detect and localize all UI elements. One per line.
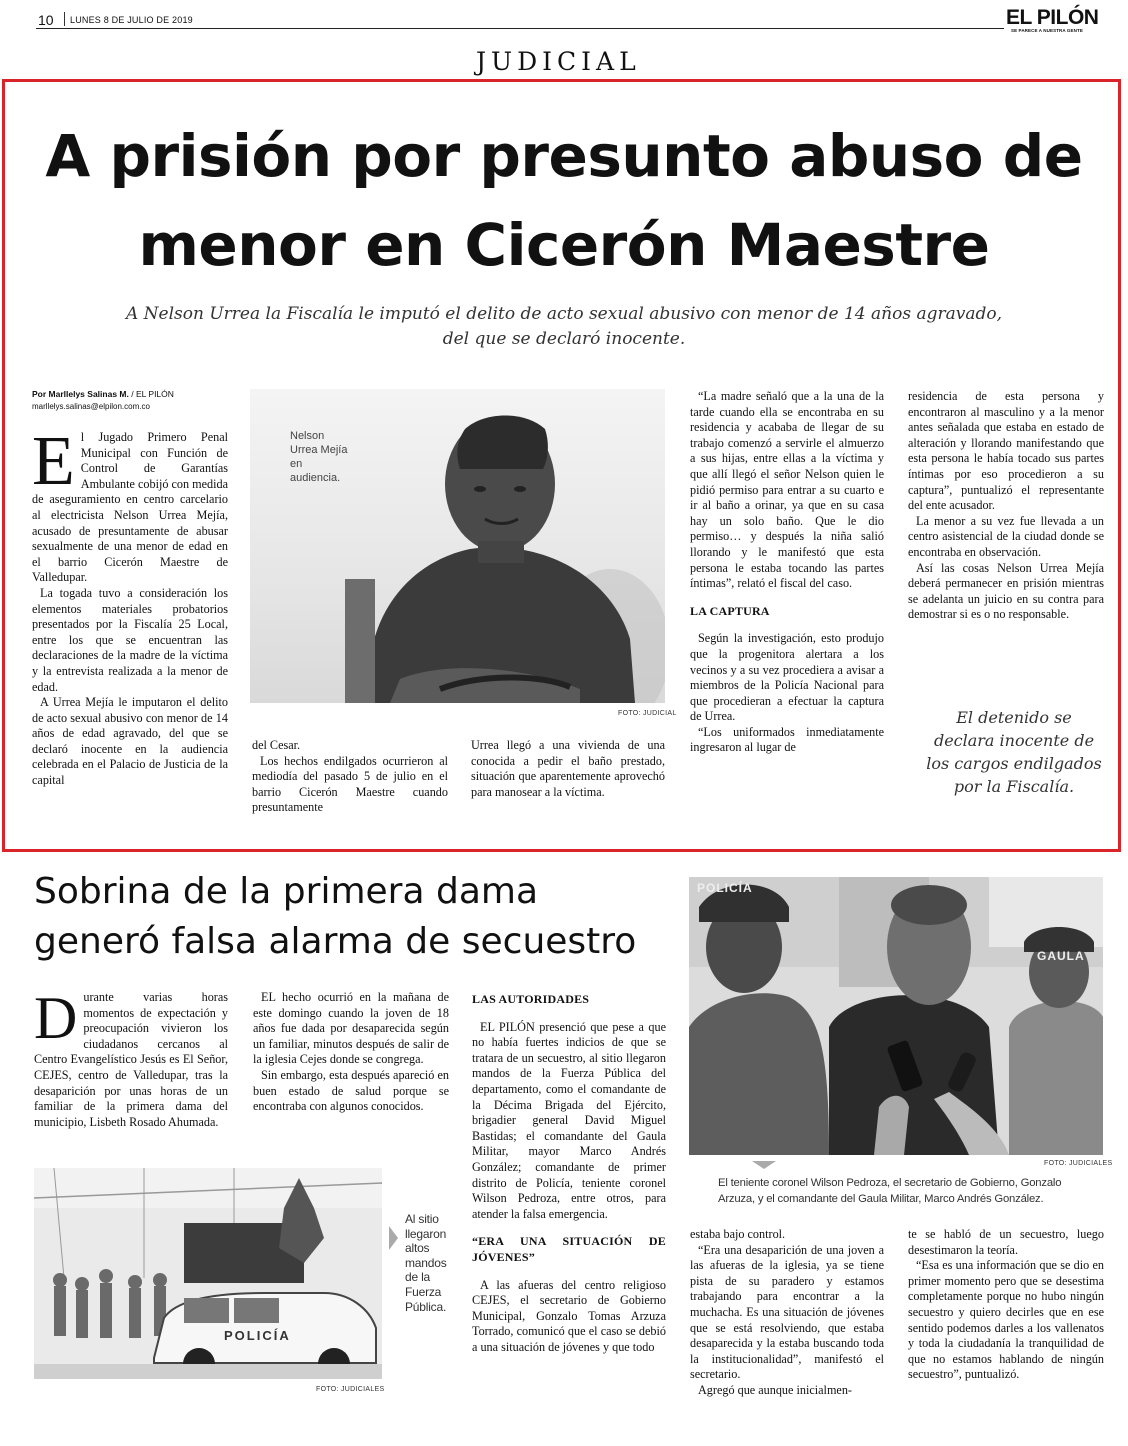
paragraph: urante varias horas momentos de expectación y preocupación vivieron los ciudadanos cercanos al Centro Evangelístico Jesús es El Señor, CEJES, centro de Valledupar, tras la desaparición por unas horas de un familiar de la primera dama del municipio, Lisbeth Rosado Ahumada. <box>34 990 228 1129</box>
paragraph: “Era una desaparición de una joven a las afueras de la iglesia, ya se tiene pista de su paradero y estamos trabajando para encontrar a la muchacha. Es una situación de jóvenes que se está resolviendo, que estaba desaparecida y la estaba buscando toda la institucionalidad”, manifestó el secretario. <box>690 1242 884 1382</box>
headline-line-2: menor en Cicerón Maestre <box>138 211 990 279</box>
masthead-logo: EL PILÓN <box>1006 6 1099 29</box>
section-title: JUDICIAL <box>476 47 641 76</box>
article2-column-3 <box>472 990 666 1355</box>
dropcap: D <box>34 985 78 1051</box>
paragraph: “Los uniformados inmediatamente ingresaron al lugar de <box>690 724 884 755</box>
paragraph: Así las cosas Nelson Urrea Mejía deberá permanecer en prisión mientras se adelanta un juicio en su contra para demostrar si es o no responsable. <box>908 560 1104 622</box>
byline <box>32 389 174 399</box>
paragraph: estaba bajo control. <box>690 1227 786 1241</box>
paragraph: te se habló de un secuestro, luego desestimaron la teoría. <box>908 1227 1104 1257</box>
vehicle-scene-illustration <box>34 1168 382 1379</box>
paragraph: Agregó que aunque inicialmen- <box>698 1382 852 1397</box>
caption-arrow-icon <box>389 1226 398 1250</box>
page-number: 10 <box>38 12 54 28</box>
article1-column-4 <box>690 389 884 756</box>
photo-credit: FOTO: JUDICIALES <box>1044 1160 1113 1167</box>
article2-column-2 <box>253 990 449 1115</box>
headline-secondary-line-2: generó falsa alarma de secuestro <box>34 921 637 962</box>
article2-column-1 <box>34 985 228 1130</box>
paragraph: A las afueras del centro religioso CEJES, el secretario de Gobierno Municipal, Gonzalo Tomas Arzuza Torrado, comunicó que el caso se debió a una situación de jóvenes y que todo <box>472 1277 666 1354</box>
headline-line-1: A prisión por presunto abuso de <box>45 122 1083 190</box>
article1-column-2 <box>252 738 448 816</box>
subheadline <box>0 302 1128 352</box>
article1-column-3 <box>471 738 665 800</box>
paragraph: residencia de esta persona y encontraron al masculino y a la menor antes señalada que estaba en estado de alteración y llorando manifestando que esta persona le había tocado sus partes íntimas por eso procedieron a su captura”, puntualizó el representante del ente acusador. <box>908 389 1104 513</box>
detainee-photo <box>250 389 665 703</box>
police-vehicle-photo <box>34 1168 382 1379</box>
paragraph: EL PILÓN presenció que pese a que no había fuertes indicios de que se tratara de un secuestro, al sitio llegaron mandos de la Fuerza Pública del departamento, como el comandante de la Décima Brigada del Ejército, brigadier general David Miguel Bastidas; el comandante del Gaula Militar, mayor Marco Andrés González; comandante de primer distrito de Policía, teniente coronel Wilson Pedroza, entre otros, para atender la falsa emergencia. <box>472 1019 666 1221</box>
paragraph: l Jugado Primero Penal Municipal con Función de Control de Garantías Ambulante cobijó con medida de aseguramiento en centro carcelario al electricista Nelson Urrea Mejía, acusado de presuntamente de abusar sexualmente de una menor de edad en el barrio Cicerón Maestre de Valledupar. <box>32 430 228 585</box>
article2-column-5 <box>908 1227 1104 1383</box>
paragraph: A Urrea Mejía le imputaron el delito de acto sexual abusivo con menor de 14 años de edad agravado, del que se declaró inocente en la audiencia celebrada en el Palacio de Justicia de la capital <box>32 695 228 788</box>
photo-caption: Al sitio llegaron altos mandos de la Fuerza Pública. <box>405 1212 447 1314</box>
paragraph: Sin embargo, esta después apareció en buen estado de salud porque se encontraba con algunos conocidos. <box>253 1067 449 1114</box>
headline-secondary-line-1: Sobrina de la primera dama <box>34 871 539 912</box>
byline-email: marllelys.salinas@elpilon.com.co <box>32 402 150 411</box>
article1-column-5 <box>908 389 1104 623</box>
subheadline-line-1: A Nelson Urrea la Fiscalía le imputó el delito de acto sexual abusivo con menor de 14 años agravado, <box>125 304 1002 324</box>
article2-column-4 <box>690 1227 884 1399</box>
vest-text-police: POLICÍA <box>697 881 753 895</box>
officials-photo <box>689 877 1103 1155</box>
paragraph: Urrea llegó a una vivienda de una conocida a pedir el baño prestado, situación que aparentemente aprovechó para manosear a la víctima. <box>471 738 665 799</box>
paragraph: Según la investigación, esto produjo que la progenitora alertara a los vecinos y a su vez procediera a avisar a miembros de la Policía Nacional para que procedieran a efectuar la captura de Urrea. <box>690 631 884 724</box>
photo-credit: FOTO: JUDICIAL <box>618 710 677 717</box>
header-rule <box>36 28 1004 29</box>
photo-caption: Nelson Urrea Mejía en audiencia. <box>290 430 348 484</box>
paragraph: La togada tuvo a consideración los elementos materiales probatorios presentados por la Fiscalía 25 Local, entre los que se encuentran las declaraciones de la madre de la víctima y la entrevista realizada a la menor de edad. <box>32 585 228 694</box>
paragraph: del Cesar. <box>252 738 301 752</box>
paragraph: EL hecho ocurrió en la mañana de este domingo cuando la joven de 18 años fue dada por desaparecida según un familiar, minutos después de salir de la iglesia Cejes donde se congrega. <box>253 990 449 1067</box>
paragraph: La menor a su vez fue llevada a un centro asistencial de la ciudad donde se encontraba en observación. <box>908 513 1104 559</box>
headline-secondary <box>34 867 636 967</box>
vehicle-text: POLICÍA <box>224 1328 291 1343</box>
officials-scene-illustration <box>689 877 1103 1155</box>
photo-credit: FOTO: JUDICIALES <box>316 1386 385 1393</box>
dropcap: E <box>32 423 75 500</box>
subheading: LAS AUTORIDADES <box>472 992 590 1006</box>
subheading: LA CAPTURA <box>690 603 770 618</box>
paragraph: “Esa es una información que se dio en primer momento pero que se desestima completamente porque no hubo ningún secuestro y quiero decirles que en ese sentido podemos darles a los vallenatos y toda la ciudadanía la tranquilidad de que no estamos hablando de ningún secuestro”, puntualizó. <box>908 1258 1104 1382</box>
paragraph: Los hechos endilgados ocurrieron al mediodía del pasado 5 de julio en el barrio Cicerón Maestre cuando presuntamente <box>252 753 448 815</box>
masthead-tagline: SE PARECE A NUESTRA GENTE <box>1011 28 1083 33</box>
caption-arrow-icon <box>752 1161 776 1169</box>
subheadline-line-2: del que se declaró inocente. <box>442 329 686 349</box>
page-date: LUNES 8 DE JULIO DE 2019 <box>70 15 193 25</box>
pull-quote: El detenido se declara inocente de los cargos endilgados por la Fiscalía. <box>926 708 1102 796</box>
vest-text-gaula: GAULA <box>1037 949 1085 963</box>
article1-column-1 <box>32 423 228 789</box>
headline <box>0 112 1128 290</box>
photo-caption: El teniente coronel Wilson Pedroza, el secretario de Gobierno, Gonzalo Arzuza, y el comandante del Gaula Militar, Marco Andrés González. <box>718 1177 1062 1205</box>
byline-outlet: / EL PILÓN <box>131 389 174 399</box>
byline-author: Por Marllelys Salinas M. <box>32 389 129 399</box>
header-divider-tick <box>64 12 65 26</box>
subheading: “ERA UNA SITUACIÓN DE JÓVENES” <box>472 1234 666 1264</box>
paragraph: “La madre señaló que a la una de la tarde cuando ella se encontraba en su residencia y acababa de llegar de su trabajo comenzó a servirle el almuerzo a sus hijas, entre ellas a la víctima y que allí llegó el señor Nelson quien le pidió permiso para entrar a su cuarto e ir al baño a orinar, ya que en su casa hay un solo baño. Que le dio permiso… y después la niña salió llorando y le manifestó que esta persona le estaba tocando las partes íntimas”, relató el fiscal del caso. <box>690 389 884 591</box>
